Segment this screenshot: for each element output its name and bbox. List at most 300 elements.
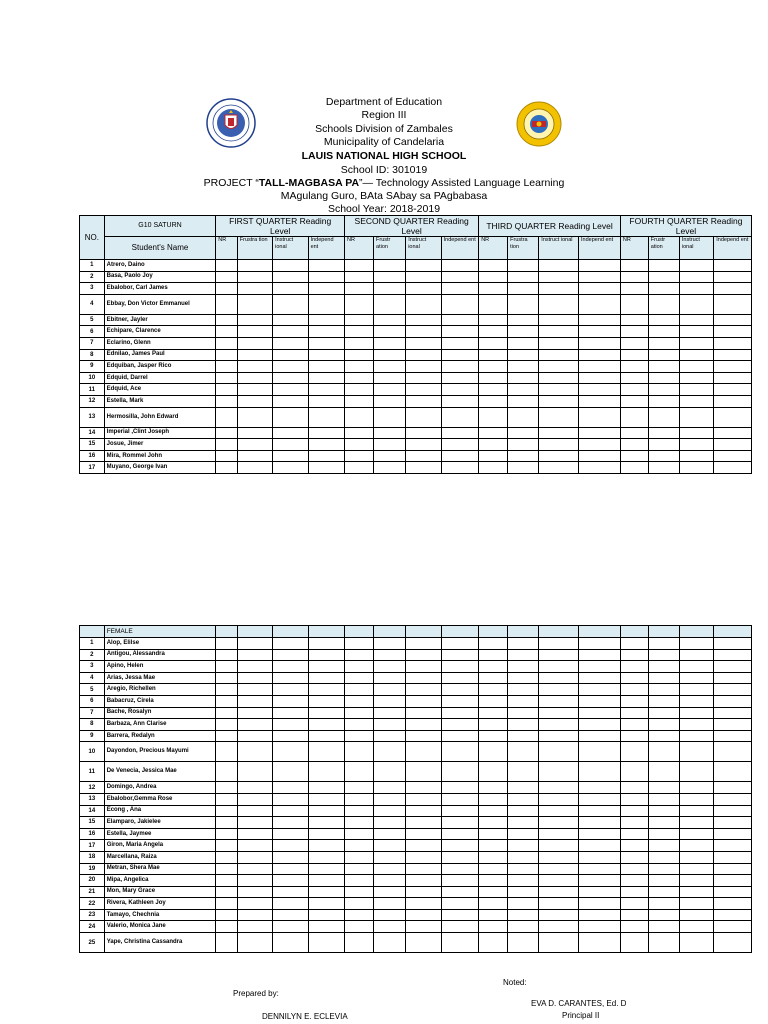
reading-level-cell[interactable] <box>441 886 479 898</box>
reading-level-cell[interactable] <box>579 260 621 272</box>
reading-level-cell[interactable] <box>679 875 713 887</box>
reading-level-cell[interactable] <box>714 742 752 762</box>
reading-level-cell[interactable] <box>441 314 479 326</box>
reading-level-cell[interactable] <box>345 886 374 898</box>
reading-level-cell[interactable] <box>679 863 713 875</box>
reading-level-cell[interactable] <box>273 742 308 762</box>
reading-level-cell[interactable] <box>579 817 621 829</box>
reading-level-cell[interactable] <box>216 933 237 953</box>
reading-level-cell[interactable] <box>216 638 237 650</box>
reading-level-cell[interactable] <box>441 361 479 373</box>
reading-level-cell[interactable] <box>479 260 508 272</box>
reading-level-cell[interactable] <box>441 840 479 852</box>
reading-level-cell[interactable] <box>273 372 308 384</box>
reading-level-cell[interactable] <box>620 909 648 921</box>
reading-level-cell[interactable] <box>273 427 308 439</box>
reading-level-cell[interactable] <box>620 349 648 361</box>
reading-level-cell[interactable] <box>374 661 406 673</box>
reading-level-cell[interactable] <box>714 863 752 875</box>
reading-level-cell[interactable] <box>237 661 272 673</box>
reading-level-cell[interactable] <box>620 283 648 295</box>
reading-level-cell[interactable] <box>308 684 344 696</box>
reading-level-cell[interactable] <box>273 793 308 805</box>
reading-level-cell[interactable] <box>308 372 344 384</box>
reading-level-cell[interactable] <box>308 407 344 427</box>
reading-level-cell[interactable] <box>406 707 441 719</box>
reading-level-cell[interactable] <box>273 695 308 707</box>
reading-level-cell[interactable] <box>539 921 579 933</box>
reading-level-cell[interactable] <box>620 384 648 396</box>
reading-level-cell[interactable] <box>406 793 441 805</box>
reading-level-cell[interactable] <box>714 271 752 283</box>
reading-level-cell[interactable] <box>308 719 344 731</box>
reading-level-cell[interactable] <box>539 719 579 731</box>
reading-level-cell[interactable] <box>479 439 508 451</box>
reading-level-cell[interactable] <box>237 805 272 817</box>
reading-level-cell[interactable] <box>345 805 374 817</box>
reading-level-cell[interactable] <box>345 271 374 283</box>
reading-level-cell[interactable] <box>620 439 648 451</box>
reading-level-cell[interactable] <box>237 638 272 650</box>
reading-level-cell[interactable] <box>648 707 679 719</box>
reading-level-cell[interactable] <box>308 921 344 933</box>
reading-level-cell[interactable] <box>374 395 406 407</box>
reading-level-cell[interactable] <box>216 695 237 707</box>
reading-level-cell[interactable] <box>648 898 679 910</box>
reading-level-cell[interactable] <box>539 450 579 462</box>
reading-level-cell[interactable] <box>441 450 479 462</box>
reading-level-cell[interactable] <box>308 805 344 817</box>
reading-level-cell[interactable] <box>714 817 752 829</box>
reading-level-cell[interactable] <box>479 384 508 396</box>
reading-level-cell[interactable] <box>579 762 621 782</box>
reading-level-cell[interactable] <box>441 661 479 673</box>
reading-level-cell[interactable] <box>441 695 479 707</box>
reading-level-cell[interactable] <box>579 875 621 887</box>
reading-level-cell[interactable] <box>479 361 508 373</box>
reading-level-cell[interactable] <box>374 450 406 462</box>
reading-level-cell[interactable] <box>714 898 752 910</box>
reading-level-cell[interactable] <box>406 427 441 439</box>
reading-level-cell[interactable] <box>374 349 406 361</box>
reading-level-cell[interactable] <box>441 817 479 829</box>
reading-level-cell[interactable] <box>508 407 539 427</box>
reading-level-cell[interactable] <box>406 372 441 384</box>
reading-level-cell[interactable] <box>441 439 479 451</box>
reading-level-cell[interactable] <box>441 638 479 650</box>
reading-level-cell[interactable] <box>406 638 441 650</box>
reading-level-cell[interactable] <box>620 372 648 384</box>
reading-level-cell[interactable] <box>508 260 539 272</box>
reading-level-cell[interactable] <box>648 762 679 782</box>
reading-level-cell[interactable] <box>479 817 508 829</box>
reading-level-cell[interactable] <box>345 439 374 451</box>
reading-level-cell[interactable] <box>237 260 272 272</box>
reading-level-cell[interactable] <box>648 439 679 451</box>
reading-level-cell[interactable] <box>539 863 579 875</box>
reading-level-cell[interactable] <box>648 349 679 361</box>
reading-level-cell[interactable] <box>345 782 374 794</box>
reading-level-cell[interactable] <box>345 730 374 742</box>
reading-level-cell[interactable] <box>648 921 679 933</box>
reading-level-cell[interactable] <box>648 314 679 326</box>
reading-level-cell[interactable] <box>441 793 479 805</box>
reading-level-cell[interactable] <box>308 361 344 373</box>
reading-level-cell[interactable] <box>345 661 374 673</box>
reading-level-cell[interactable] <box>679 909 713 921</box>
reading-level-cell[interactable] <box>679 793 713 805</box>
reading-level-cell[interactable] <box>648 661 679 673</box>
reading-level-cell[interactable] <box>479 661 508 673</box>
reading-level-cell[interactable] <box>216 672 237 684</box>
reading-level-cell[interactable] <box>237 886 272 898</box>
reading-level-cell[interactable] <box>620 294 648 314</box>
reading-level-cell[interactable] <box>308 384 344 396</box>
reading-level-cell[interactable] <box>508 349 539 361</box>
reading-level-cell[interactable] <box>273 921 308 933</box>
reading-level-cell[interactable] <box>579 933 621 953</box>
reading-level-cell[interactable] <box>620 933 648 953</box>
reading-level-cell[interactable] <box>479 638 508 650</box>
reading-level-cell[interactable] <box>679 730 713 742</box>
reading-level-cell[interactable] <box>345 649 374 661</box>
reading-level-cell[interactable] <box>579 427 621 439</box>
reading-level-cell[interactable] <box>539 326 579 338</box>
reading-level-cell[interactable] <box>374 695 406 707</box>
reading-level-cell[interactable] <box>406 909 441 921</box>
reading-level-cell[interactable] <box>620 875 648 887</box>
reading-level-cell[interactable] <box>308 840 344 852</box>
reading-level-cell[interactable] <box>479 863 508 875</box>
reading-level-cell[interactable] <box>308 314 344 326</box>
reading-level-cell[interactable] <box>508 851 539 863</box>
reading-level-cell[interactable] <box>714 427 752 439</box>
reading-level-cell[interactable] <box>308 898 344 910</box>
reading-level-cell[interactable] <box>648 638 679 650</box>
reading-level-cell[interactable] <box>345 909 374 921</box>
reading-level-cell[interactable] <box>374 407 406 427</box>
reading-level-cell[interactable] <box>237 361 272 373</box>
reading-level-cell[interactable] <box>237 372 272 384</box>
reading-level-cell[interactable] <box>620 271 648 283</box>
reading-level-cell[interactable] <box>237 294 272 314</box>
reading-level-cell[interactable] <box>308 886 344 898</box>
reading-level-cell[interactable] <box>216 326 237 338</box>
reading-level-cell[interactable] <box>273 863 308 875</box>
reading-level-cell[interactable] <box>273 707 308 719</box>
reading-level-cell[interactable] <box>648 863 679 875</box>
reading-level-cell[interactable] <box>648 933 679 953</box>
reading-level-cell[interactable] <box>406 361 441 373</box>
reading-level-cell[interactable] <box>579 863 621 875</box>
reading-level-cell[interactable] <box>237 326 272 338</box>
reading-level-cell[interactable] <box>508 782 539 794</box>
reading-level-cell[interactable] <box>406 407 441 427</box>
reading-level-cell[interactable] <box>479 326 508 338</box>
reading-level-cell[interactable] <box>273 649 308 661</box>
reading-level-cell[interactable] <box>237 684 272 696</box>
reading-level-cell[interactable] <box>479 805 508 817</box>
reading-level-cell[interactable] <box>714 649 752 661</box>
reading-level-cell[interactable] <box>508 684 539 696</box>
reading-level-cell[interactable] <box>237 909 272 921</box>
reading-level-cell[interactable] <box>479 349 508 361</box>
reading-level-cell[interactable] <box>579 337 621 349</box>
reading-level-cell[interactable] <box>620 337 648 349</box>
reading-level-cell[interactable] <box>308 851 344 863</box>
reading-level-cell[interactable] <box>579 898 621 910</box>
reading-level-cell[interactable] <box>237 450 272 462</box>
reading-level-cell[interactable] <box>648 742 679 762</box>
reading-level-cell[interactable] <box>406 649 441 661</box>
reading-level-cell[interactable] <box>714 851 752 863</box>
reading-level-cell[interactable] <box>620 661 648 673</box>
reading-level-cell[interactable] <box>539 933 579 953</box>
reading-level-cell[interactable] <box>508 886 539 898</box>
reading-level-cell[interactable] <box>679 314 713 326</box>
reading-level-cell[interactable] <box>579 638 621 650</box>
reading-level-cell[interactable] <box>273 314 308 326</box>
reading-level-cell[interactable] <box>579 326 621 338</box>
reading-level-cell[interactable] <box>237 672 272 684</box>
reading-level-cell[interactable] <box>345 840 374 852</box>
reading-level-cell[interactable] <box>441 462 479 474</box>
reading-level-cell[interactable] <box>508 314 539 326</box>
reading-level-cell[interactable] <box>714 294 752 314</box>
reading-level-cell[interactable] <box>345 450 374 462</box>
reading-level-cell[interactable] <box>620 326 648 338</box>
reading-level-cell[interactable] <box>620 684 648 696</box>
reading-level-cell[interactable] <box>406 337 441 349</box>
reading-level-cell[interactable] <box>714 933 752 953</box>
reading-level-cell[interactable] <box>406 840 441 852</box>
reading-level-cell[interactable] <box>679 260 713 272</box>
reading-level-cell[interactable] <box>406 863 441 875</box>
reading-level-cell[interactable] <box>679 349 713 361</box>
reading-level-cell[interactable] <box>679 828 713 840</box>
reading-level-cell[interactable] <box>273 349 308 361</box>
reading-level-cell[interactable] <box>308 395 344 407</box>
reading-level-cell[interactable] <box>508 840 539 852</box>
reading-level-cell[interactable] <box>648 372 679 384</box>
reading-level-cell[interactable] <box>441 649 479 661</box>
reading-level-cell[interactable] <box>308 450 344 462</box>
reading-level-cell[interactable] <box>216 921 237 933</box>
reading-level-cell[interactable] <box>374 384 406 396</box>
reading-level-cell[interactable] <box>714 782 752 794</box>
reading-level-cell[interactable] <box>679 921 713 933</box>
reading-level-cell[interactable] <box>508 817 539 829</box>
reading-level-cell[interactable] <box>406 933 441 953</box>
reading-level-cell[interactable] <box>579 909 621 921</box>
reading-level-cell[interactable] <box>441 283 479 295</box>
reading-level-cell[interactable] <box>374 439 406 451</box>
reading-level-cell[interactable] <box>308 427 344 439</box>
reading-level-cell[interactable] <box>679 439 713 451</box>
reading-level-cell[interactable] <box>237 719 272 731</box>
reading-level-cell[interactable] <box>620 817 648 829</box>
reading-level-cell[interactable] <box>714 672 752 684</box>
reading-level-cell[interactable] <box>216 793 237 805</box>
reading-level-cell[interactable] <box>579 851 621 863</box>
reading-level-cell[interactable] <box>345 898 374 910</box>
reading-level-cell[interactable] <box>308 349 344 361</box>
reading-level-cell[interactable] <box>679 886 713 898</box>
reading-level-cell[interactable] <box>345 684 374 696</box>
reading-level-cell[interactable] <box>273 407 308 427</box>
reading-level-cell[interactable] <box>441 898 479 910</box>
reading-level-cell[interactable] <box>714 337 752 349</box>
reading-level-cell[interactable] <box>441 384 479 396</box>
reading-level-cell[interactable] <box>273 294 308 314</box>
reading-level-cell[interactable] <box>620 707 648 719</box>
reading-level-cell[interactable] <box>579 805 621 817</box>
reading-level-cell[interactable] <box>508 707 539 719</box>
reading-level-cell[interactable] <box>714 762 752 782</box>
reading-level-cell[interactable] <box>479 337 508 349</box>
reading-level-cell[interactable] <box>216 294 237 314</box>
reading-level-cell[interactable] <box>539 909 579 921</box>
reading-level-cell[interactable] <box>539 684 579 696</box>
reading-level-cell[interactable] <box>479 730 508 742</box>
reading-level-cell[interactable] <box>539 427 579 439</box>
reading-level-cell[interactable] <box>714 909 752 921</box>
reading-level-cell[interactable] <box>479 427 508 439</box>
reading-level-cell[interactable] <box>579 283 621 295</box>
reading-level-cell[interactable] <box>648 337 679 349</box>
reading-level-cell[interactable] <box>508 909 539 921</box>
reading-level-cell[interactable] <box>441 863 479 875</box>
reading-level-cell[interactable] <box>308 638 344 650</box>
reading-level-cell[interactable] <box>216 909 237 921</box>
reading-level-cell[interactable] <box>441 730 479 742</box>
reading-level-cell[interactable] <box>579 742 621 762</box>
reading-level-cell[interactable] <box>237 649 272 661</box>
reading-level-cell[interactable] <box>441 782 479 794</box>
reading-level-cell[interactable] <box>273 840 308 852</box>
reading-level-cell[interactable] <box>679 851 713 863</box>
reading-level-cell[interactable] <box>374 921 406 933</box>
reading-level-cell[interactable] <box>345 294 374 314</box>
reading-level-cell[interactable] <box>679 782 713 794</box>
reading-level-cell[interactable] <box>539 361 579 373</box>
reading-level-cell[interactable] <box>345 672 374 684</box>
reading-level-cell[interactable] <box>308 326 344 338</box>
reading-level-cell[interactable] <box>237 898 272 910</box>
reading-level-cell[interactable] <box>273 450 308 462</box>
reading-level-cell[interactable] <box>648 730 679 742</box>
reading-level-cell[interactable] <box>374 828 406 840</box>
reading-level-cell[interactable] <box>273 462 308 474</box>
reading-level-cell[interactable] <box>648 840 679 852</box>
reading-level-cell[interactable] <box>508 762 539 782</box>
reading-level-cell[interactable] <box>308 695 344 707</box>
reading-level-cell[interactable] <box>216 407 237 427</box>
reading-level-cell[interactable] <box>441 372 479 384</box>
reading-level-cell[interactable] <box>406 326 441 338</box>
reading-level-cell[interactable] <box>479 462 508 474</box>
reading-level-cell[interactable] <box>479 695 508 707</box>
reading-level-cell[interactable] <box>579 782 621 794</box>
reading-level-cell[interactable] <box>406 921 441 933</box>
reading-level-cell[interactable] <box>345 395 374 407</box>
reading-level-cell[interactable] <box>539 260 579 272</box>
reading-level-cell[interactable] <box>679 684 713 696</box>
reading-level-cell[interactable] <box>679 450 713 462</box>
reading-level-cell[interactable] <box>539 395 579 407</box>
reading-level-cell[interactable] <box>648 384 679 396</box>
reading-level-cell[interactable] <box>216 349 237 361</box>
reading-level-cell[interactable] <box>273 719 308 731</box>
reading-level-cell[interactable] <box>679 326 713 338</box>
reading-level-cell[interactable] <box>508 875 539 887</box>
reading-level-cell[interactable] <box>273 875 308 887</box>
reading-level-cell[interactable] <box>441 933 479 953</box>
reading-level-cell[interactable] <box>308 649 344 661</box>
reading-level-cell[interactable] <box>479 793 508 805</box>
reading-level-cell[interactable] <box>714 395 752 407</box>
reading-level-cell[interactable] <box>579 361 621 373</box>
reading-level-cell[interactable] <box>714 886 752 898</box>
reading-level-cell[interactable] <box>237 851 272 863</box>
reading-level-cell[interactable] <box>714 384 752 396</box>
reading-level-cell[interactable] <box>508 384 539 396</box>
reading-level-cell[interactable] <box>679 372 713 384</box>
reading-level-cell[interactable] <box>216 828 237 840</box>
reading-level-cell[interactable] <box>308 782 344 794</box>
reading-level-cell[interactable] <box>539 462 579 474</box>
reading-level-cell[interactable] <box>679 361 713 373</box>
reading-level-cell[interactable] <box>648 851 679 863</box>
reading-level-cell[interactable] <box>374 314 406 326</box>
reading-level-cell[interactable] <box>374 707 406 719</box>
reading-level-cell[interactable] <box>508 326 539 338</box>
reading-level-cell[interactable] <box>237 707 272 719</box>
reading-level-cell[interactable] <box>345 326 374 338</box>
reading-level-cell[interactable] <box>508 395 539 407</box>
reading-level-cell[interactable] <box>374 782 406 794</box>
reading-level-cell[interactable] <box>620 638 648 650</box>
reading-level-cell[interactable] <box>508 450 539 462</box>
reading-level-cell[interactable] <box>539 695 579 707</box>
reading-level-cell[interactable] <box>679 672 713 684</box>
reading-level-cell[interactable] <box>441 875 479 887</box>
reading-level-cell[interactable] <box>273 271 308 283</box>
reading-level-cell[interactable] <box>620 851 648 863</box>
reading-level-cell[interactable] <box>508 863 539 875</box>
reading-level-cell[interactable] <box>539 875 579 887</box>
reading-level-cell[interactable] <box>441 909 479 921</box>
reading-level-cell[interactable] <box>679 427 713 439</box>
reading-level-cell[interactable] <box>508 427 539 439</box>
reading-level-cell[interactable] <box>479 672 508 684</box>
reading-level-cell[interactable] <box>237 921 272 933</box>
reading-level-cell[interactable] <box>273 817 308 829</box>
reading-level-cell[interactable] <box>374 271 406 283</box>
reading-level-cell[interactable] <box>579 695 621 707</box>
reading-level-cell[interactable] <box>714 828 752 840</box>
reading-level-cell[interactable] <box>479 742 508 762</box>
reading-level-cell[interactable] <box>648 326 679 338</box>
reading-level-cell[interactable] <box>714 793 752 805</box>
reading-level-cell[interactable] <box>579 828 621 840</box>
reading-level-cell[interactable] <box>406 742 441 762</box>
reading-level-cell[interactable] <box>714 840 752 852</box>
reading-level-cell[interactable] <box>406 462 441 474</box>
reading-level-cell[interactable] <box>479 909 508 921</box>
reading-level-cell[interactable] <box>406 395 441 407</box>
reading-level-cell[interactable] <box>374 933 406 953</box>
